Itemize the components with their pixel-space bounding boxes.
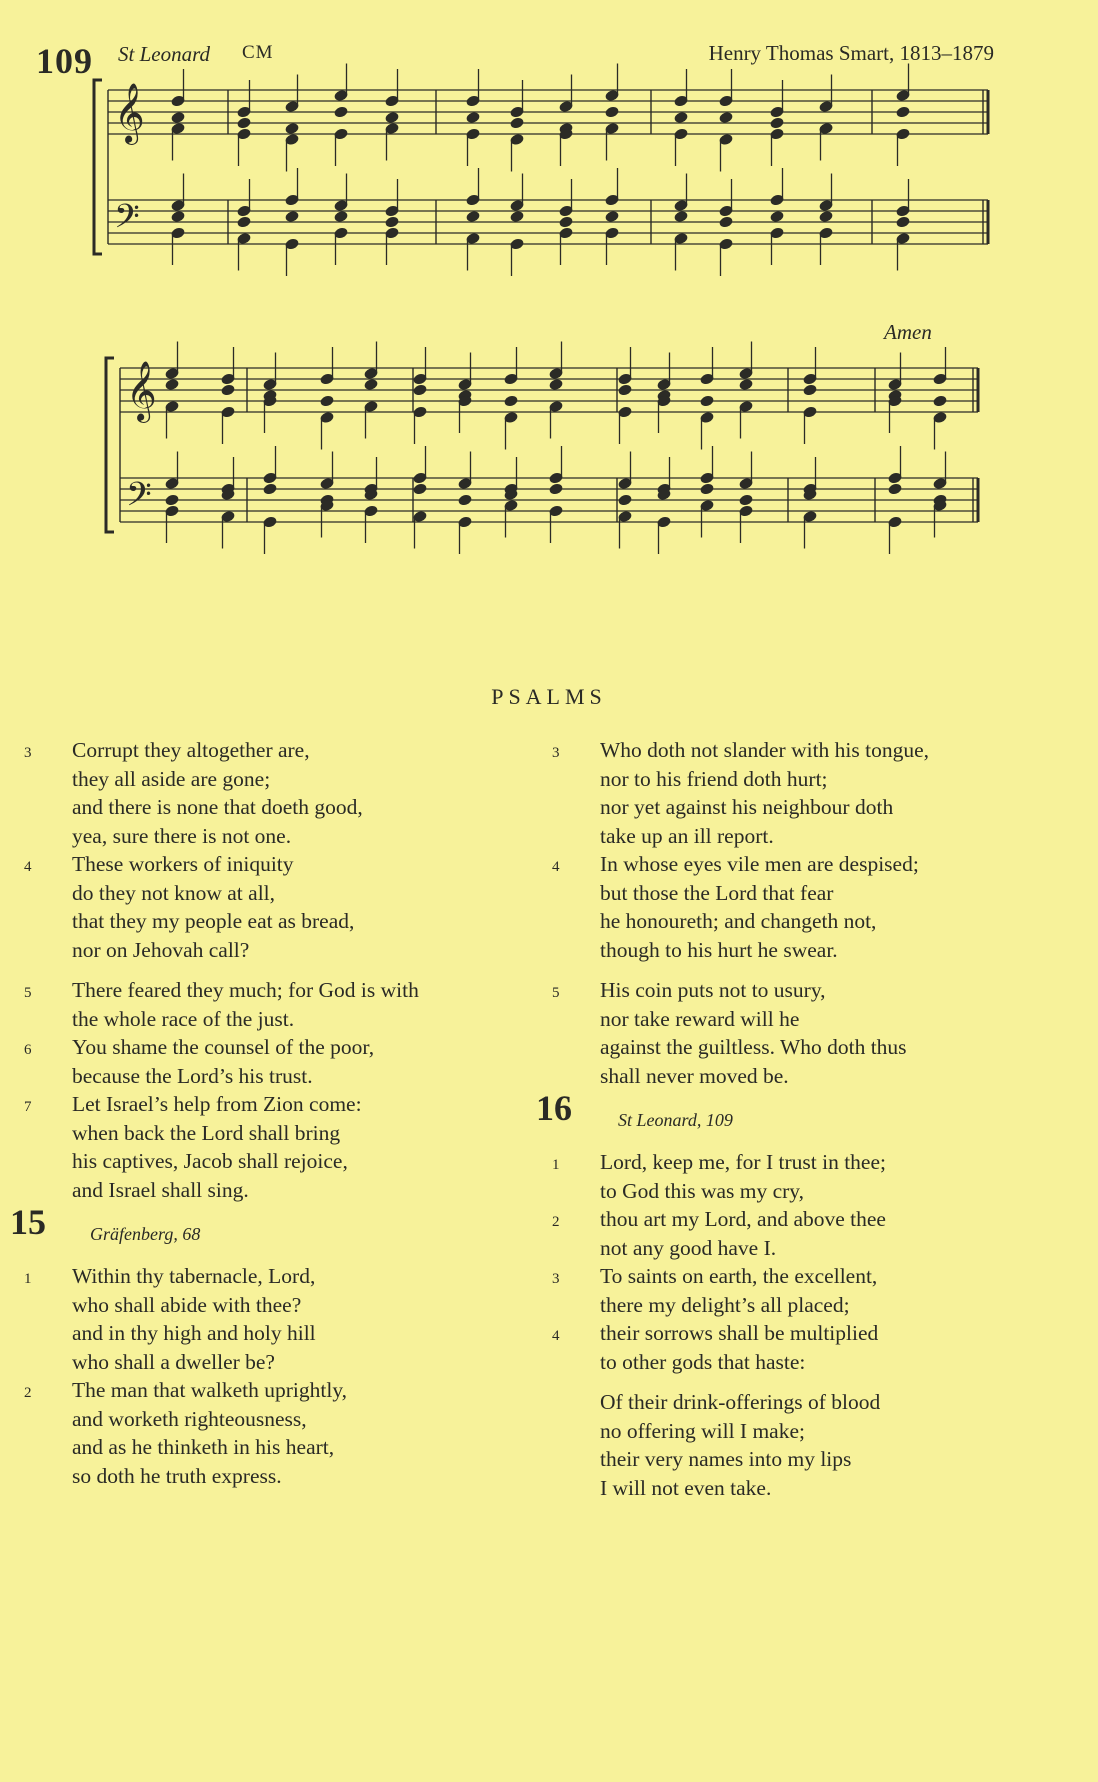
verse-line: Let Israel’s help from Zion come: bbox=[72, 1092, 362, 1116]
verse-number: 5 bbox=[552, 985, 560, 1001]
verse-number: 2 bbox=[552, 1214, 560, 1230]
note-head bbox=[769, 210, 784, 223]
verse-line: he honoureth; and changeth not, bbox=[600, 909, 877, 933]
verse-line: You shame the counsel of the poor, bbox=[72, 1035, 375, 1059]
note-head bbox=[895, 105, 910, 118]
verse bbox=[530, 1205, 1090, 1262]
note-head bbox=[284, 210, 299, 223]
verse bbox=[0, 1033, 530, 1090]
note-head bbox=[333, 210, 348, 223]
psalm-16-verses bbox=[530, 1148, 1090, 1376]
note-head bbox=[363, 378, 378, 391]
note-head bbox=[617, 493, 632, 506]
verse-number: 3 bbox=[552, 745, 560, 761]
hymn-number: 109 bbox=[36, 41, 93, 81]
verse-line: Corrupt they altogether are, bbox=[72, 738, 310, 762]
note-head bbox=[236, 215, 251, 228]
note-head bbox=[333, 105, 348, 118]
verse-line: His coin puts not to usury, bbox=[600, 978, 826, 1002]
system-bracket bbox=[94, 80, 102, 254]
verse-line: his captives, Jacob shall rejoice, bbox=[72, 1149, 348, 1173]
verse bbox=[530, 1262, 1090, 1319]
verse bbox=[530, 1319, 1090, 1376]
psalm-number: 15 bbox=[10, 1202, 46, 1242]
verse-line: who shall abide with thee? bbox=[72, 1292, 302, 1317]
verse-number: 4 bbox=[552, 1328, 560, 1344]
note-head bbox=[738, 493, 753, 506]
note-head bbox=[170, 111, 185, 124]
verse-line: and Israel shall sing. bbox=[72, 1177, 249, 1202]
note-head bbox=[164, 493, 179, 506]
note-head bbox=[604, 210, 619, 223]
score-notation bbox=[94, 64, 988, 555]
verse-line: thou art my Lord, and above thee bbox=[600, 1207, 886, 1231]
right-column bbox=[530, 736, 1090, 1502]
note-head bbox=[548, 482, 563, 495]
right-verses-a bbox=[530, 736, 1090, 964]
verse-line: shall never moved be. bbox=[600, 1063, 789, 1088]
verse-line: against the guiltless. Who doth thus bbox=[600, 1035, 907, 1059]
note-head bbox=[604, 105, 619, 118]
note-head bbox=[262, 482, 277, 495]
note-head bbox=[457, 493, 472, 506]
verse bbox=[530, 850, 1090, 964]
system-bracket bbox=[106, 358, 114, 532]
psalm-number: 16 bbox=[536, 1088, 572, 1128]
verse bbox=[530, 1388, 1090, 1502]
verse-line: and worketh righteousness, bbox=[72, 1406, 307, 1431]
verse-line: nor on Jehovah call? bbox=[72, 937, 250, 962]
verse bbox=[0, 736, 530, 850]
note-head bbox=[319, 394, 334, 407]
verse-line: but those the Lord that fear bbox=[600, 880, 834, 905]
note-head bbox=[718, 215, 733, 228]
verse bbox=[0, 1262, 530, 1376]
verse bbox=[0, 850, 530, 964]
verse-line: they all aside are gone; bbox=[72, 766, 271, 791]
verse bbox=[530, 976, 1090, 1090]
verse-number: 7 bbox=[24, 1099, 32, 1115]
note-head bbox=[284, 122, 299, 135]
verse bbox=[0, 1376, 530, 1490]
verse-line: and as he thinketh in his heart, bbox=[72, 1435, 335, 1459]
verse-number: 4 bbox=[24, 859, 32, 875]
bass-clef-icon: 𝄢 bbox=[114, 198, 140, 244]
psalm-16-header bbox=[530, 1090, 1090, 1148]
verse-number: 4 bbox=[552, 859, 560, 875]
note-head bbox=[558, 215, 573, 228]
note-head bbox=[548, 378, 563, 391]
note-head bbox=[617, 383, 632, 396]
tune-meter: CM bbox=[242, 42, 274, 63]
note-head bbox=[465, 210, 480, 223]
verse bbox=[0, 976, 530, 1033]
verse-line: nor take reward will he bbox=[600, 1006, 800, 1031]
verse-line: the whole race of the just. bbox=[72, 1006, 295, 1031]
verse-line: to other gods that haste: bbox=[600, 1349, 806, 1374]
note-head bbox=[503, 394, 518, 407]
verse-line: nor yet against his neighbour doth bbox=[600, 795, 894, 819]
bass-clef-icon: 𝄢 bbox=[126, 476, 152, 522]
verse-line: their very names into my lips bbox=[600, 1447, 852, 1471]
verse-line: yea, sure there is not one. bbox=[72, 823, 292, 848]
verse-number: 5 bbox=[24, 985, 32, 1001]
verse-line: no offering will I make; bbox=[600, 1418, 805, 1443]
verse bbox=[530, 1148, 1090, 1205]
verse-line: Of their drink-offerings of blood bbox=[600, 1390, 881, 1414]
verse-line: to God this was my cry, bbox=[600, 1178, 805, 1203]
verse-number: 3 bbox=[552, 1271, 560, 1287]
note-head bbox=[465, 111, 480, 124]
tune-name: St Leonard bbox=[118, 42, 210, 66]
note-head bbox=[818, 210, 833, 223]
verse-line: To saints on earth, the excellent, bbox=[600, 1264, 878, 1288]
note-head bbox=[509, 116, 524, 129]
verse-line: There feared they much; for God is with bbox=[72, 978, 419, 1002]
note-head bbox=[718, 111, 733, 124]
note-head bbox=[738, 378, 753, 391]
psalm-tune-reference: Gräfenberg, 68 bbox=[90, 1224, 201, 1244]
psalm-16-verses-continued bbox=[530, 1388, 1090, 1502]
verse-line: when back the Lord shall bring bbox=[72, 1120, 341, 1145]
verse-line: nor to his friend doth hurt; bbox=[600, 766, 828, 791]
verse-number: 6 bbox=[24, 1042, 32, 1058]
verse bbox=[0, 1090, 530, 1204]
verse-number: 2 bbox=[24, 1385, 32, 1401]
verse-line: there my delight’s all placed; bbox=[600, 1292, 850, 1317]
note-head bbox=[673, 111, 688, 124]
verse-line: The man that walketh uprightly, bbox=[72, 1378, 348, 1402]
note-head bbox=[673, 210, 688, 223]
note-head bbox=[509, 210, 524, 223]
treble-clef-icon: 𝄞 bbox=[114, 83, 145, 143]
left-column bbox=[0, 736, 530, 1490]
amen-label: Amen bbox=[884, 320, 932, 344]
note-head bbox=[895, 215, 910, 228]
left-verses-a bbox=[0, 736, 530, 964]
verse-line: because the Lord’s his trust. bbox=[72, 1063, 313, 1088]
note-head bbox=[164, 378, 179, 391]
music-score bbox=[0, 0, 1098, 580]
verse-line: These workers of iniquity bbox=[72, 852, 294, 876]
psalm-tune-reference: St Leonard, 109 bbox=[618, 1110, 733, 1130]
note-head bbox=[887, 482, 902, 495]
treble-clef-icon: 𝄞 bbox=[126, 361, 157, 421]
verse-number: 3 bbox=[24, 745, 32, 761]
note-head bbox=[802, 383, 817, 396]
right-verses-b bbox=[530, 976, 1090, 1090]
verse-line: though to his hurt he swear. bbox=[600, 937, 838, 962]
note-head bbox=[699, 394, 714, 407]
composer-credit: Henry Thomas Smart, 1813–1879 bbox=[708, 41, 994, 65]
verse-number: 1 bbox=[552, 1157, 560, 1173]
psalm-15-header bbox=[0, 1204, 530, 1262]
note-head bbox=[384, 111, 399, 124]
note-head bbox=[412, 383, 427, 396]
verse-line: that they my people eat as bread, bbox=[72, 909, 355, 933]
section-heading: PSALMS bbox=[491, 684, 607, 709]
verse-line: and in thy high and holy hill bbox=[72, 1321, 316, 1345]
verse-line: not any good have I. bbox=[600, 1235, 777, 1260]
note-head bbox=[932, 394, 947, 407]
verse-line: and there is none that doeth good, bbox=[72, 795, 363, 819]
verse-line: so doth he truth express. bbox=[72, 1463, 282, 1488]
note-head bbox=[236, 116, 251, 129]
verse-line: I will not even take. bbox=[600, 1475, 772, 1500]
verse-line: take up an ill report. bbox=[600, 823, 774, 848]
note-head bbox=[220, 383, 235, 396]
verse-line: do they not know at all, bbox=[72, 880, 276, 905]
note-head bbox=[699, 482, 714, 495]
verse-line: their sorrows shall be multiplied bbox=[600, 1321, 879, 1345]
verse-number: 1 bbox=[24, 1271, 32, 1287]
note-head bbox=[412, 482, 427, 495]
verse-line: Within thy tabernacle, Lord, bbox=[72, 1264, 316, 1288]
verse-line: Who doth not slander with his tongue, bbox=[600, 738, 930, 762]
verse-line: In whose eyes vile men are despised; bbox=[600, 852, 919, 876]
note-head bbox=[170, 210, 185, 223]
left-verses-b bbox=[0, 976, 530, 1204]
verse-line: Lord, keep me, for I trust in thee; bbox=[600, 1150, 886, 1174]
verse bbox=[530, 736, 1090, 850]
verse-line: who shall a dweller be? bbox=[72, 1349, 275, 1374]
psalm-15-verses bbox=[0, 1262, 530, 1490]
note-head bbox=[384, 215, 399, 228]
note-head bbox=[769, 116, 784, 129]
